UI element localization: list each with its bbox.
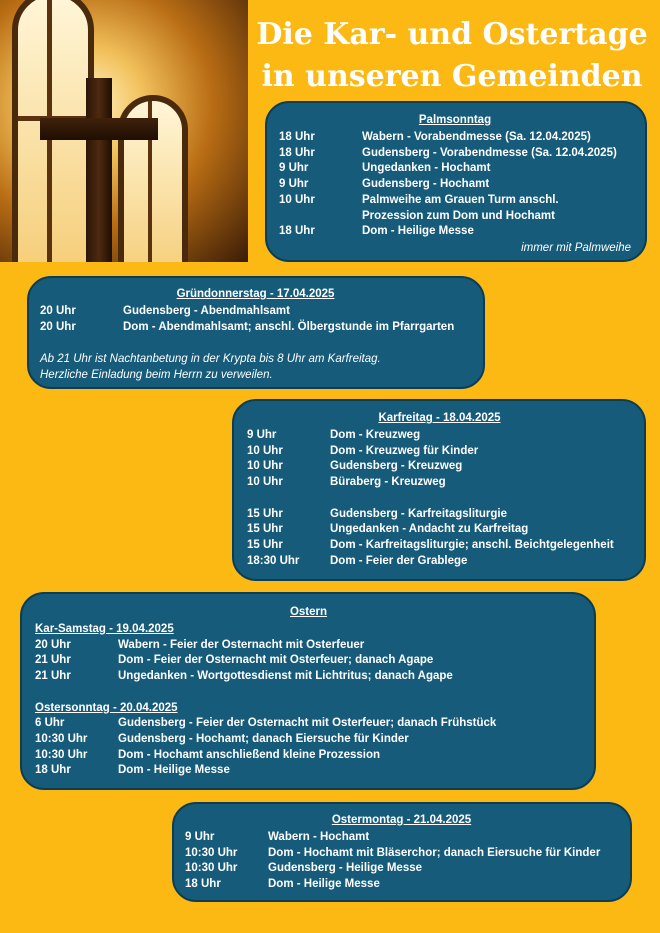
schedule-row: [279, 224, 631, 240]
event: Dom - Feier der Grablege: [330, 554, 468, 567]
time: 10:30 Uhr: [35, 732, 88, 745]
time: 10:30 Uhr: [185, 846, 238, 859]
schedule-row: [247, 475, 632, 491]
time: 10 Uhr: [247, 476, 283, 489]
time: 18 Uhr: [279, 225, 315, 238]
schedule-row: [279, 130, 631, 146]
schedule-row: [35, 748, 582, 764]
schedule-row: [185, 846, 618, 862]
time: 21 Uhr: [35, 670, 71, 683]
schedule-row: [35, 669, 582, 685]
ostern-heading: Ostern: [289, 606, 328, 618]
time: 21 Uhr: [35, 654, 71, 667]
event: Dom - Karfreitagsliturgie; anschl. Beichtgelegenheit: [330, 538, 614, 551]
schedule-row: [35, 638, 582, 654]
event: Dom - Kreuzweg: [330, 429, 421, 441]
event: Gudensberg - Abendmahlsamt: [123, 305, 290, 317]
schedule-row: [279, 177, 631, 193]
event: Ungedanken - Wortgottesdienst mit Lichtritus; danach Agape: [118, 670, 453, 683]
schedule-row: [35, 716, 582, 732]
event: Palmweihe am Grauen Turm anschl.: [362, 193, 559, 206]
time: 10 Uhr: [247, 460, 283, 473]
event: Gudensberg - Feier der Osternacht mit Osterfeuer; danach Frühstück: [118, 717, 497, 730]
cross-beam-horizontal: [40, 118, 158, 140]
event: Dom - Feier der Osternacht mit Osterfeuer; danach Agape: [118, 654, 434, 667]
time: 10 Uhr: [279, 193, 315, 206]
schedule-row: [185, 861, 618, 877]
event: Gudensberg - Vorabendmesse (Sa. 12.04.2025): [362, 146, 617, 159]
time: 20 Uhr: [35, 638, 71, 651]
title-line-2: in unseren Gemeinden: [261, 59, 643, 94]
karfreitag-box: [232, 399, 646, 581]
schedule-row: [185, 830, 618, 846]
schedule-row: [279, 193, 631, 209]
palmsonntag-heading: Palmsonntag: [418, 114, 492, 126]
schedule-row: [247, 538, 632, 554]
schedule-row: [247, 522, 632, 538]
time: 18:30 Uhr: [247, 554, 300, 567]
time: 9 Uhr: [185, 831, 215, 843]
gruendonnerstag-note-2: Herzliche Einladung beim Herrn zu verweilen.: [40, 369, 273, 382]
event: Gudensberg - Hochamt: [362, 178, 490, 191]
time: 6 Uhr: [35, 717, 65, 730]
time: 10:30 Uhr: [185, 862, 238, 875]
time: 18 Uhr: [279, 131, 315, 143]
time: 15 Uhr: [247, 523, 283, 536]
event: Büraberg - Kreuzweg: [330, 476, 446, 489]
ostermontag-box: [172, 802, 632, 902]
gruendonnerstag-note-1: Ab 21 Uhr ist Nachtanbetung in der Krypta bis 8 Uhr am Karfreitag.: [40, 353, 381, 366]
schedule-row: [35, 653, 582, 669]
event: Dom - Hochamt anschließend kleine Prozession: [118, 748, 381, 761]
ostersonntag-heading: Ostersonntag - 20.04.2025: [35, 701, 178, 714]
event: Gudensberg - Karfreitagsliturgie: [330, 507, 508, 520]
schedule-row: [40, 320, 471, 336]
event: Ungedanken - Hochamt: [362, 162, 491, 175]
event: Gudensberg - Kreuzweg: [330, 460, 463, 473]
time: 15 Uhr: [247, 538, 283, 551]
palmsonntag-note: immer mit Palmweihe: [521, 241, 631, 254]
time: 20 Uhr: [40, 305, 76, 317]
event: Wabern - Vorabendmesse (Sa. 12.04.2025): [362, 131, 591, 143]
event: Gudensberg - Heilige Messe: [268, 862, 423, 875]
time: 18 Uhr: [185, 878, 221, 891]
time: 20 Uhr: [40, 320, 76, 333]
ostermontag-heading: Ostermontag - 21.04.2025: [331, 814, 472, 826]
event: Dom - Kreuzweg für Kinder: [330, 444, 479, 457]
time: 9 Uhr: [247, 429, 277, 441]
gruendonnerstag-box: [27, 276, 485, 389]
cross-beam-vertical: [86, 78, 112, 262]
schedule-row: [247, 444, 632, 460]
event: Gudensberg - Hochamt; danach Eiersuche für Kinder: [118, 732, 409, 745]
time: [279, 209, 362, 225]
event: Wabern - Hochamt: [268, 831, 370, 843]
schedule-row: [247, 459, 632, 475]
time: 15 Uhr: [247, 507, 283, 520]
time: 9 Uhr: [279, 162, 309, 175]
cross-church-window-icon: [0, 0, 248, 262]
event: Prozession zum Dom und Hochamt: [362, 209, 555, 222]
schedule-row: [247, 554, 632, 570]
page-title: [252, 14, 652, 98]
event: Dom - Heilige Messe: [118, 764, 230, 777]
event: Dom - Heilige Messe: [268, 878, 380, 891]
time: 10 Uhr: [247, 444, 283, 457]
schedule-row: [40, 304, 471, 320]
schedule-row: [35, 763, 582, 779]
karsamstag-heading: Kar-Samstag - 19.04.2025: [35, 623, 174, 635]
palmsonntag-box: [265, 101, 647, 262]
schedule-row: [279, 146, 631, 162]
event: Dom - Abendmahlsamt; anschl. Ölbergstunde im Pfarrgarten: [123, 320, 455, 333]
schedule-row: [279, 209, 631, 225]
time: 18 Uhr: [35, 764, 71, 777]
gruendonnerstag-heading: Gründonnerstag - 17.04.2025: [176, 288, 335, 300]
time: 9 Uhr: [279, 178, 309, 191]
schedule-row: [247, 428, 632, 444]
event: Dom - Heilige Messe: [362, 225, 474, 238]
time: 18 Uhr: [279, 146, 315, 159]
ostern-box: [20, 592, 596, 790]
event: Dom - Hochamt mit Bläserchor; danach Eiersuche für Kinder: [268, 846, 601, 859]
event: Ungedanken - Andacht zu Karfreitag: [330, 523, 529, 536]
schedule-row: [247, 507, 632, 523]
schedule-row: [185, 877, 618, 893]
karfreitag-heading: Karfreitag - 18.04.2025: [378, 412, 501, 424]
time: 10:30 Uhr: [35, 748, 88, 761]
title-line-1: Die Kar- und Ostertage: [256, 17, 648, 52]
schedule-row: [35, 732, 582, 748]
schedule-row: [279, 161, 631, 177]
event: Wabern - Feier der Osternacht mit Osterfeuer: [118, 638, 365, 651]
